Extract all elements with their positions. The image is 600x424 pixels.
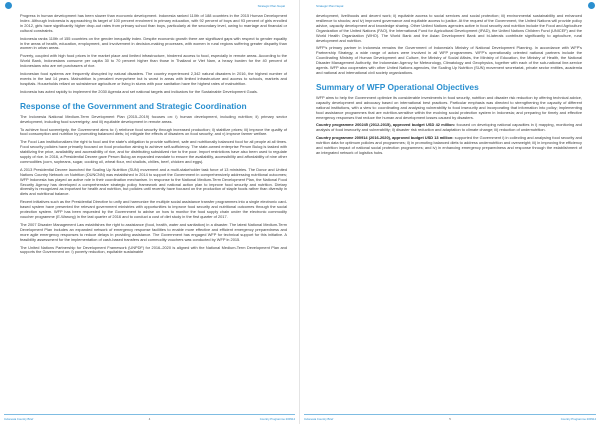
body-paragraph: The 2007 Disaster Management Law establishes the right to assistance (food, health, water and sanitation) in a disaster. The latest National Medium-Term Development Plan includes an expanded network of emergency response facilities to enable more effective and efficient emergency preparedness and more agile emergency responses to reduce delays in providing assistance. The Government has engaged WFP for technical support for this initiative. A feasibility assessment for the implementation of cash-based transfers and commodity vouchers was conducted by WFP in 2015.	[20, 221, 287, 242]
right-page	[300, 0, 600, 424]
programme-label: Country programme 200914 (2016-2020), approved budget USD 13 million:	[316, 135, 454, 141]
body-paragraph: Poverty, coupled with high food prices in the market place and limited infrastructure, hindered access to food, especially in remote areas. According to the World Bank, Indonesians consume per capita 30 to 70 percent higher than those in Thailand or Viet Nam, a heavy burden for the 40 percent of Indonesians who are net purchasers of rice.	[20, 53, 287, 69]
footer-rule	[4, 414, 295, 415]
body-paragraph: WFP's primary partner in Indonesia remains the Government of Indonesia's Ministry of National Development Planning. In accordance with WFP's Partnership Strategy, a wide range of actors were involved in all WFP programmes. WFP's operationally oriented national partners include the Coordinating Ministry of Human Development and Culture, the Ministry of Social Affairs, the Ministry of Education, the Ministry of Health, the National Disaster Management Authority, the Indonesian Agency for Meteorology, Climatology and Geophysics, together with each of the sub-national line-service agents. WFP also cooperates with other United Nations agencies, the Scaling Up Nutrition (SUN) movement secretariat, private sector entities, academia and national and international civil society organizations.	[316, 45, 582, 75]
page-number: 5	[449, 417, 451, 421]
left-page-footer	[0, 415, 299, 421]
section-heading-government-response: Response of the Government and Strategic Coordination	[20, 100, 247, 111]
wfp-logo-icon	[5, 2, 12, 9]
body-paragraph: Recent initiatives such as the Presidential Directive to unify and harmonize the multiple social assistance transfer programmes into a single electronic card-based system have presented the relevant government ministries with opportunities to improve food security and nutritional outcomes through the social protection system. WFP has been requested by the Government to advise on how to monitor the food supply chain under the electronic commodity voucher programme (E-Warung) in the last quarter of 2016 and to conduct a cost of diet study in the first quarter of 2017.	[20, 199, 287, 219]
programme-text: supported the Government i) in collecting and analysing food security and nutrition data for optimum policies and programmes; ii) in promoting balanced diets to address undernutrition and overweight; iii) in improving the efficiency and nutrition impact of national social protection programmes; and iv) in enhancing emergency preparedness and response through the establishment of an integrated network of logistics hubs.	[316, 135, 582, 155]
footer-rule	[304, 414, 596, 415]
footer-right-text: Country Programme 200914	[560, 417, 596, 421]
body-paragraph: Progress in human development has been slower than economic development. Indonesia ranked 110th of 188 countries in the 2015 Human Development Index. Although Indonesia is approaching its target of 100 percent enrolment in primary education, with 92 percent of boys and 93 percent of girls enrolled in 2012, girls have significantly higher drop-out rates from primary school than boys, particularly at the secondary level, owing to marriage and financial or cultural constraints.	[20, 13, 287, 33]
right-page-header: Strategic Plan Nepal	[316, 4, 344, 8]
body-paragraph: The Food Law institutionalizes the right to food and the state's obligation to provide sufficient, safe and nutritionally balanced food for all people at all times. Food security policies have primarily focused on food production aiming to achieve self-sufficiency. The state-owned enterprise Perum Bulog is tasked with stabilizing the price, availability and accessibility of rice, and for distributing subsidized rice to the poor. Import restrictions have also been used to regulate supply of rice. In 2016, a Presidential Decree gave Perum Bulog an expanded mandate to ensure the availability, accessibility and affordability of nine other commodities (corn, soybeans, sugar, cooking oil, wheat flour, red shallots, chilies, beef, chicken and eggs).	[20, 139, 287, 164]
programme-paragraph	[316, 136, 582, 156]
footer-left-text: Indonesia Country Brief	[4, 417, 34, 421]
left-page-body	[20, 14, 287, 258]
programme-text: focused on developing national capacities in i) mapping, monitoring and analysis of food insecurity and vulnerability; ii) disaster risk reduction and adaptation to climate change; iii) reduction of undernutrition.	[316, 122, 582, 133]
left-page-header: Strategic Plan Nepal	[257, 4, 285, 8]
body-paragraph: Indonesia ranks 110th of 155 countries on the gender inequality index. Despite economic growth there are significant gaps with respect to gender equality in the areas of health, education, employment, and involvement in decision-making processes, with women in rural regions suffering greater disparity than women in urban areas.	[20, 35, 287, 51]
body-paragraph: Indonesia has acted rapidly to implement the 2030 Agenda and set national targets and indicators for the Sustainable Development Goals.	[20, 88, 258, 94]
body-paragraph: development, livelihoods and decent work; ii) equitable access to social services and social protection; iii) environmental sustainability and enhanced resilience to shocks; and iv) improved governance and equitable access to justice. At the request of the Government, the United Nations will provide policy advice, capacity development and knowledge sharing. Other United Nations agencies active in food security and nutrition include the Food and Agriculture Organization of the United Nations (FAO), the International Fund for Agricultural Development (IFAD), the United Nations Children Fund (UNICEF) and the World Health Organization (WHO). The World Bank and the Asian Development Bank and bi-laterals contribute significantly to agriculture, rural development and nutrition.	[316, 13, 582, 43]
body-paragraph: To achieve food sovereignty, the Government aims to: i) reinforce food security through increased production; ii) stabilize prices; iii) improve the quality of food consumption and nutrition by promoting balanced diets; iv) mitigate the effects of disasters on food security; and v) improve farmer welfare.	[20, 126, 287, 137]
footer-left-text: Indonesia Country Brief	[304, 417, 334, 421]
body-paragraph: Indonesian food systems are frequently disrupted by natural disasters. The country experienced 2,342 natural disasters in 2016, the highest number of events in the last 14 years. Malnutrition is prevalent everywhere but is worst in areas with limited infrastructure and access to schools, markets and hospitals. Households reliant on subsistence agriculture or living in slums with poor sanitation have the highest rates of malnutrition.	[20, 71, 287, 86]
right-page-footer	[300, 415, 600, 421]
body-paragraph: A 2013 Presidential Decree launched the Scaling Up Nutrition (SUN) movement and a multi-stakeholder task force of 13 ministries. The Donor and United Nations Country Network on Nutrition (DUNCNN) was established in 2014 to support the Government in comprehensively addressing nutritional outcomes; WFP Indonesia has played an active role in their coordination mechanism. In response to the National Medium-Term Development Plan, the National Food Security Agency has developed a comprehensive strategic policy framework and national action plan to improve food security and nutrition. Dietary diversity is recognized as important for health and nutrition, but policies until recently have focused on the production of staple foods rather than diversity in diets and nutritional balance.	[20, 166, 287, 197]
body-paragraph: WFP aims to help the Government optimize its considerable investments in food security, nutrition and disaster risk reduction by offering technical advice, capacity development and advocacy based on international best practices. Particular emphasis was directed to strengthening the capacity of different national institutions, with a view to: coordinating and analysing vulnerability to food insecurity and incorporating that information into policy; implementing food assistance programmes that are nutrition-sensitive within the evolving social protection system in Indonesia; and preparing for timely and effective emergency responses that reduce the human and development losses caused by disasters.	[316, 94, 582, 120]
section-heading-operational-objectives: Summary of WFP Operational Objectives	[316, 81, 479, 92]
right-page-body	[316, 14, 582, 159]
programme-label: Country programme 200245 (2012-2015), approved budget USD 42 million:	[316, 122, 456, 128]
page-number: 4	[148, 417, 151, 421]
body-paragraph: The United Nations Partnership for Development Framework (UNPDF) for 2016–2020 is aligned with the National Medium-Term Development Plan and supports the Government on: i) poverty reduction, equitable sustainable	[20, 244, 287, 255]
footer-right-text: Country Programme 200914	[259, 417, 295, 421]
body-paragraph: The Indonesia National Medium-Term Development Plan (2015–2019) focuses on: i) human development, including nutrition; ii) primary sector development, including food sovereignty; and iii) equitable development in remote areas.	[20, 113, 287, 124]
wfp-logo-icon	[588, 2, 595, 9]
programme-paragraph	[316, 123, 582, 133]
